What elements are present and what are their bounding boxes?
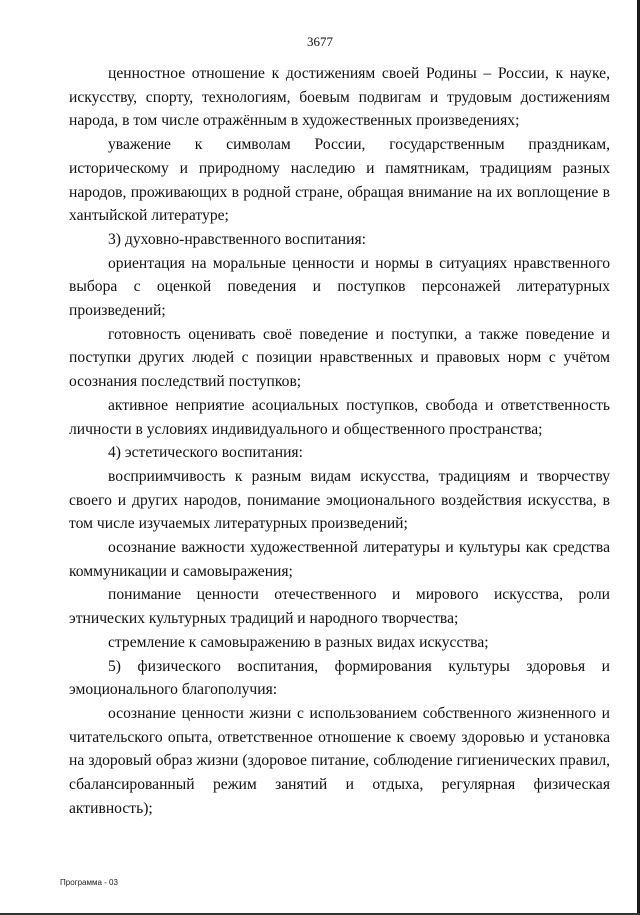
paragraph-antisocial-rejection: активное неприятие асоциальных поступков, свобода и ответственность личности в условиях индивидуального и общественного пространства; [69,396,610,438]
heading-physical: 5) физического воспитания, формирования культуры здоровья и эмоционального благополучия: [69,657,610,699]
body-text [69,62,610,821]
footer-program-label: Программа - 03 [60,878,118,887]
page-number: 3677 [307,34,333,49]
paragraph-self-evaluation: готовность оценивать своё поведение и поступки, а также поведение и поступки других людей с позиции нравственных и правовых норм с учётом осознания последствий поступков; [69,325,610,391]
paragraph-literature-importance: осознание важности художественной литературы и культуры как средства коммуникации и самовыражения; [69,539,610,580]
paragraph-values-homeland: ценностное отношение к достижениям своей Родины – России, к науке, искусству, спорту, технологиям, боевым подвигам и трудовым достижениям народа, в том числе отражённым в художественных произведениях; [69,65,610,130]
paragraph-art-receptivity: восприимчивость к разным видам искусства, традициям и творчеству своего и других народов, понимание эмоционального воздействия искусства, в том числе изучаемых литературных произведений; [69,467,610,533]
paragraph-life-value: осознание ценности жизни с использованием собственного жизненного и читательского опыта, ответственное отношение к своему здоровью и установка на здоровый образ жизни (здоровое питание, соблюдение гигиенических правил, сбалансированный режим занятий и отдыха, регулярная физическая активность); [69,704,610,817]
paragraph-respect-symbols: уважение к символам России, государственным праздникам, историческому и природному наследию и памятникам, традициям разных народов, проживающих в родной стране, обращая внимание на их воплощение в хантыйской литературе; [69,136,610,225]
paragraph-art-value: понимание ценности отечественного и мирового искусства, роли этнических культурных традиций и народного творчества; [69,586,610,628]
heading-spiritual-moral: 3) духовно-нравственного воспитания: [108,230,366,248]
paragraph-self-expression: стремление к самовыражению в разных видах искусства; [108,633,489,651]
heading-aesthetic: 4) эстетического воспитания: [108,444,303,462]
paragraph-moral-values: ориентация на моральные ценности и нормы в ситуациях нравственного выбора с оценкой поведения и поступков персонажей литературных произведений; [69,254,610,320]
